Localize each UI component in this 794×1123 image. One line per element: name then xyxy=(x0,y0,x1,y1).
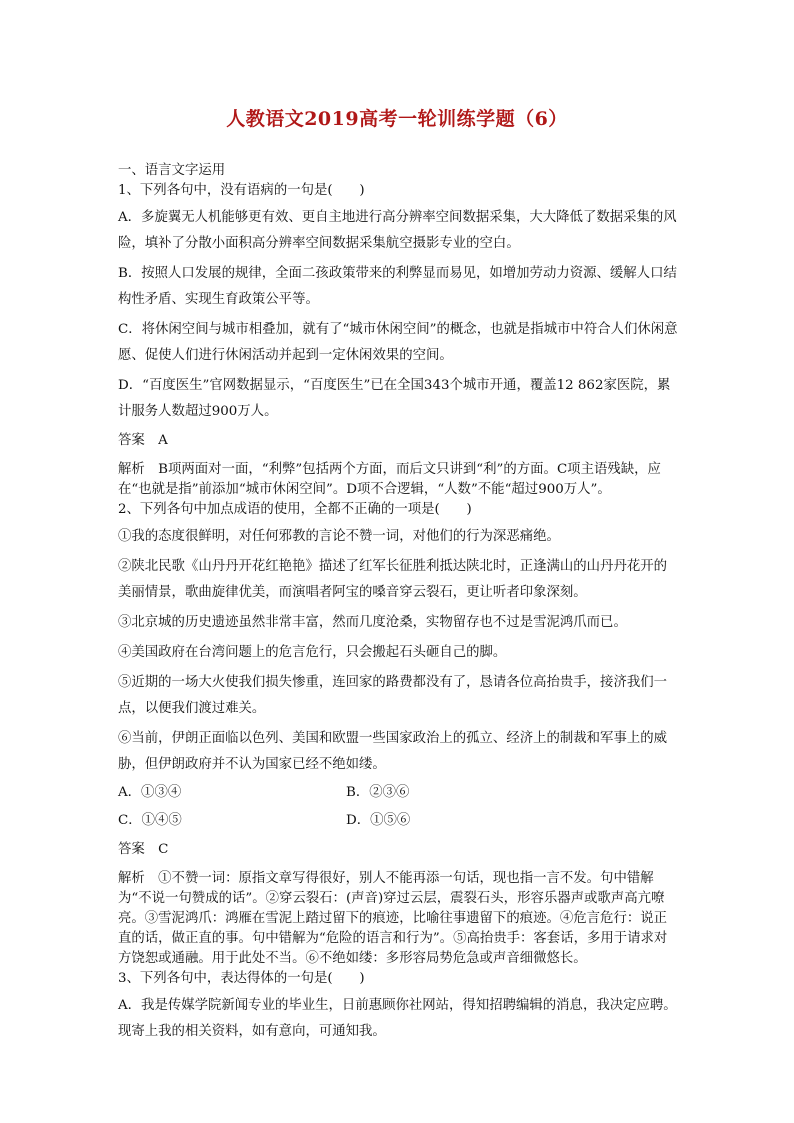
question-2-analysis: 解析 ①不赞一词：原指文章写得很好，别人不能再添一句话，现也指一言不发。句中错解为“不说一句赞成的话”。②穿云裂石：(声音)穿过云层，震裂石头，形容乐器声或歌声高亢嘹亮。③雪泥鸿爪：鸿雁在雪泥上踏过留下的痕迹，比喻往事遗留下的痕迹。④危言危行：说正直的话，做正直的事。句中错解为“危险的语言和行为”。⑤高抬贵手：客套话，多用于请求对方饶恕或通融。用于此处不当。⑥不绝如缕：多形容局势危急或声音细微悠长。 xyxy=(118,871,668,966)
question-2-answer: 答案 C xyxy=(118,842,169,857)
question-2-item: ③北京城的历史遗迹虽然非常丰富，然而几度沧桑，实物留存也不过是雪泥鸿爪而已。 xyxy=(118,615,627,630)
question-2-option-b: B．②③⑥ xyxy=(346,785,410,800)
question-2-stem: 2、下列各句中加点成语的使用，全都不正确的一项是( ) xyxy=(118,502,472,517)
question-2-item: ⑥当前，伊朗正面临以色列、美国和欧盟一些国家政治上的孤立、经济上的制裁和军事上的威胁，但伊朗政府并不认为国家已经不绝如缕。 xyxy=(118,731,668,772)
document-content xyxy=(118,161,678,1045)
question-1-option-d: D．“百度医生”官网数据显示，“百度医生”已在全国343个城市开通，覆盖12 862家医院，累计服务人数超过900万人。 xyxy=(118,378,671,419)
question-1-option-a: A．多旋翼无人机能够更有效、更自主地进行高分辨率空间数据采集，大大降低了数据采集的风险，填补了分散小面积高分辨率空间数据采集航空摄影专业的空白。 xyxy=(118,210,677,251)
question-2-option-d: D．①⑤⑥ xyxy=(346,813,411,828)
question-1-stem: 1、下列各句中，没有语病的一句是( ) xyxy=(118,183,365,198)
question-2-item: ⑤近期的一场大火使我们损失惨重，连回家的路费都没有了，恳请各位高抬贵手，接济我们一点，以便我们渡过难关。 xyxy=(118,675,668,716)
section-heading: 一、语言文字运用 xyxy=(118,163,226,178)
question-1-analysis: 解析 B项两面对一面，“利弊”包括两个方面，而后文只讲到“利”的方面。C项主语残缺，应在“也就是指”前添加“城市休闲空间”。D项不合逻辑，“人数”不能“超过900万人”。 xyxy=(118,462,661,497)
question-2-options-row-2 xyxy=(118,808,678,834)
question-1-option-b: B．按照人口发展的规律，全面二孩政策带来的利弊显而易见，如增加劳动力资源、缓解人口结构性矛盾、实现生育政策公平等。 xyxy=(118,266,677,307)
question-3-stem: 3、下列各句中，表达得体的一句是( ) xyxy=(118,971,365,986)
question-1-answer: 答案 A xyxy=(118,433,168,448)
question-2-item: ④美国政府在台湾问题上的危言危行，只会搬起石头砸自己的脚。 xyxy=(118,645,507,660)
question-3-option-a: A．我是传媒学院新闻专业的毕业生，日前惠顾你社网站，得知招聘编辑的消息，我决定应聘。现寄上我的相关资料，如有意向，可通知我。 xyxy=(118,998,677,1039)
question-2-item: ②陕北民歌《山丹丹开花红艳艳》描述了红军长征胜利抵达陕北时，正逢满山的山丹丹花开的美丽情景，歌曲旋律优美，而演唱者阿宝的嗓音穿云裂石，更让听者印象深刻。 xyxy=(118,559,668,600)
question-2-option-c: C．①④⑤ xyxy=(118,813,182,828)
question-2-options-row-1 xyxy=(118,780,678,806)
question-2-item: ①我的态度很鲜明，对任何邪教的言论不赞一词，对他们的行为深恶痛绝。 xyxy=(118,529,560,544)
question-2-option-a: A．①③④ xyxy=(118,785,182,800)
question-1-option-c: C．将休闲空间与城市相叠加，就有了“城市休闲空间”的概念，也就是指城市中符合人们休闲意愿、促使人们进行休闲活动并起到一定休闲效果的空间。 xyxy=(118,322,678,363)
page-title: 人教语文2019高考一轮训练学题（6） xyxy=(226,108,568,130)
